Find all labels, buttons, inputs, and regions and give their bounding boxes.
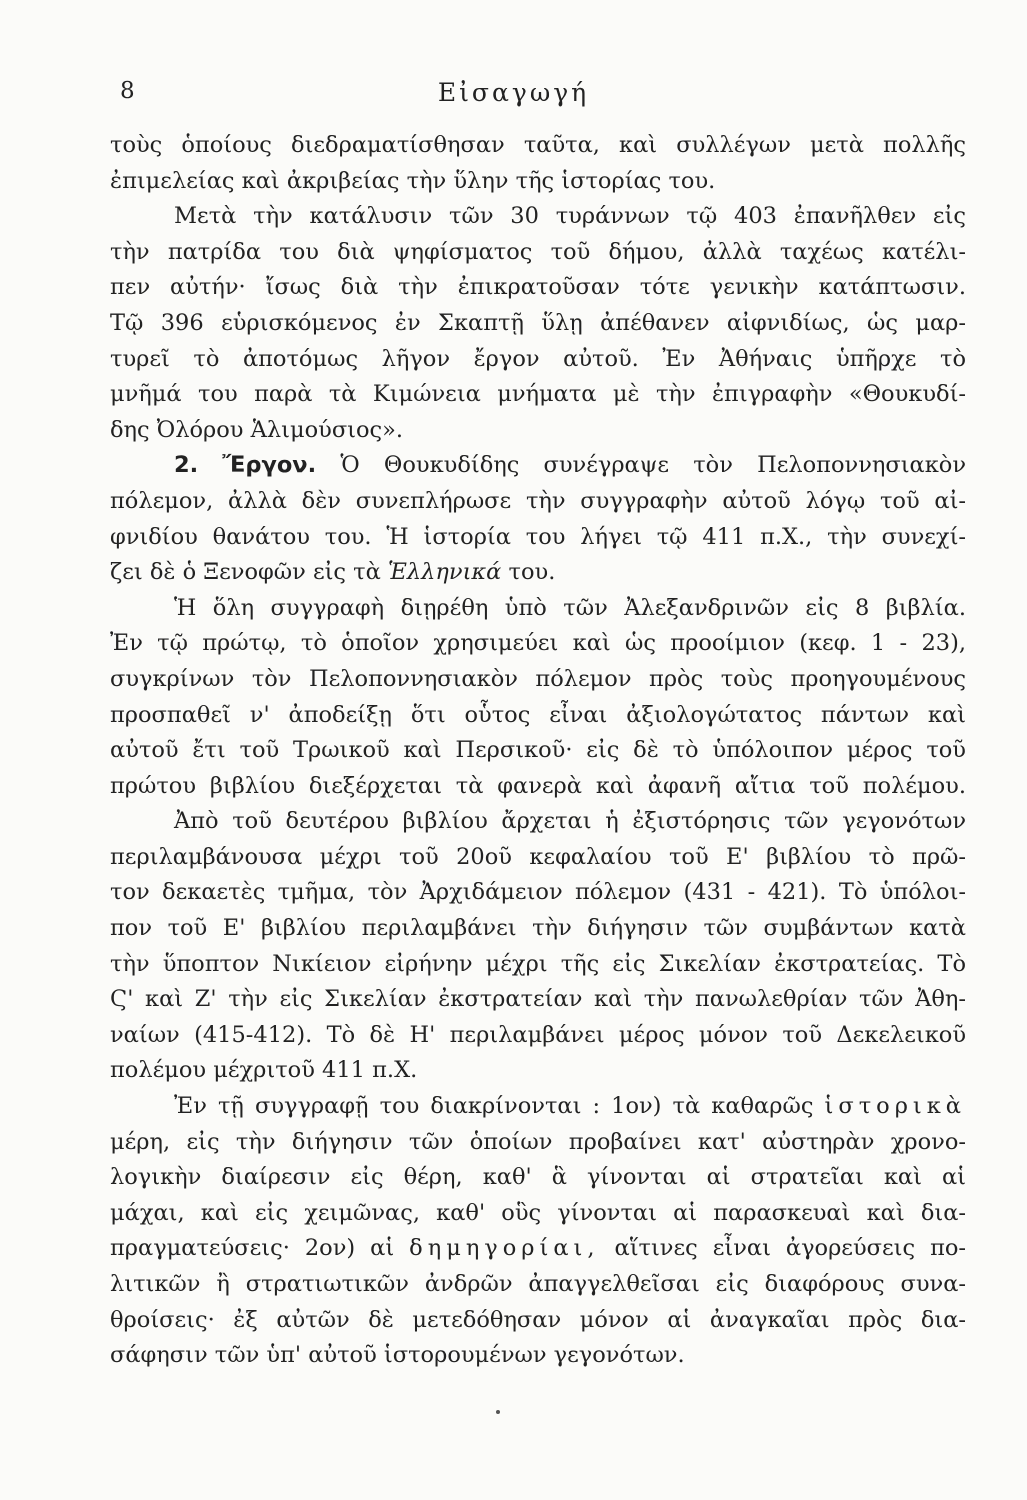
text-line: μνῆμά του παρὰ τὰ Κιμώνεια μνήματα μὲ τὴν ἐπιγραφὴν «Θουκυδί- — [110, 381, 966, 408]
text-line: θροίσεις· ἐξ αὐτῶν δὲ μετεδόθησαν μόνον αἱ ἀναγκαῖαι πρὸς δια- — [110, 1306, 966, 1333]
text-line: τὴν ὕποπτον Νικίειον εἰρήνην μέχρι τῆς εἰς Σικελίαν ἐκστρατείας. Τὸ — [110, 950, 966, 977]
text-line — [110, 1231, 966, 1267]
section-text: Ὁ Θουκυδίδης συνέγραψε τὸν Πελοποννησιακὸν — [340, 452, 966, 479]
text-line: τοὺς ὁποίους διεδραματίσθησαν ταῦτα, καὶ συλλέγων μετὰ πολλῆς — [110, 132, 966, 158]
text-line: αὐτοῦ ἔτι τοῦ Τρωικοῦ καὶ Περσικοῦ· εἰς δὲ τὸ ὑπόλοιπον μέρος τοῦ — [110, 737, 966, 764]
text-segment: Ἐν τῇ συγγραφῇ του διακρίνονται : 1ον) τὰ καθαρῶς — [174, 1093, 814, 1120]
text-segment: πραγματεύσεις· 2ον) αἱ — [110, 1235, 395, 1262]
section-title: Ἔργον. — [222, 452, 317, 479]
page-number: 8 — [120, 78, 135, 104]
text-line: πρώτου βιβλίου διεξέρχεται τὰ φανερὰ καὶ ἀφανῆ αἴτια τοῦ πολέμου. — [110, 772, 966, 799]
text-segment: του. — [508, 559, 556, 586]
text-line — [110, 1089, 966, 1125]
text-line: Ἐν τῷ πρώτῳ, τὸ ὁποῖον χρησιμεύει καὶ ὡς προοίμιον (κεφ. 1 - 23), — [110, 630, 966, 657]
text-line: δης Ὀλόρου Ἁλιμούσιος». — [110, 416, 404, 443]
running-head: Εἰσαγωγή — [437, 78, 590, 107]
text-line: πεν αὐτήν· ἴσως διὰ τὴν ἐπικρατοῦσαν τότε γενικὴν κατάπτωσιν. — [110, 274, 966, 301]
text-line: τυρεῖ τὸ ἀποτόμως λῆγον ἔργον αὐτοῦ. Ἐν Ἀθήναις ὑπῆρχε τὸ — [110, 345, 966, 372]
text-line: περιλαμβάνουσα μέχρι τοῦ 20οῦ κεφαλαίου τοῦ Ε' βιβλίου τὸ πρῶ- — [110, 843, 966, 870]
text-segment: αἵτινες εἶναι ἀγορεύσεις πο- — [614, 1235, 966, 1262]
text-line: συγκρίνων τὸν Πελοποννησιακὸν πόλεμον πρὸς τοὺς προηγουμένους — [110, 665, 966, 692]
text-line: ναίων (415-412). Τὸ δὲ Η' περιλαμβάνει μέρος μόνον τοῦ Δεκελεικοῦ — [110, 1021, 966, 1048]
text-line: Ἀπὸ τοῦ δευτέρου βιβλίου ἄρχεται ἡ ἐξιστόρησις τῶν γεγονότων — [174, 808, 966, 835]
section-number: 2. — [174, 452, 199, 479]
text-segment: ζει δὲ ὁ Ξενοφῶν εἰς τὰ — [110, 559, 381, 586]
text-line: Μετὰ τὴν κατάλυσιν τῶν 30 τυράννων τῷ 403 ἐπανῆλθεν εἰς — [174, 203, 966, 230]
text-line: Ϛ' καὶ Ζ' τὴν εἰς Σικελίαν ἐκστρατείαν καὶ τὴν πανωλεθρίαν τῶν Ἀθη- — [110, 986, 966, 1013]
body-text — [110, 128, 966, 1374]
section-heading-line — [110, 448, 966, 484]
text-line: πόλεμον, ἀλλὰ δὲν συνεπλήρωσε τὴν συγγραφὴν αὐτοῦ λόγῳ τοῦ αἰ- — [110, 487, 966, 514]
text-line: φνιδίου θανάτου του. Ἡ ἱστορία του λήγει τῷ 411 π.Χ., τὴν συνεχί- — [110, 523, 966, 550]
spaced-term: δημηγορίαι, — [409, 1235, 600, 1262]
text-line: μάχαι, καὶ εἰς χειμῶνας, καθ' οὓς γίνονται αἱ παρασκευαὶ καὶ δια- — [110, 1199, 966, 1226]
italic-title: Ἑλληνικά — [387, 559, 502, 586]
print-speck — [496, 1410, 500, 1414]
text-line: τὴν πατρίδα του διὰ ψηφίσματος τοῦ δήμου, ἀλλὰ ταχέως κατέλι- — [110, 238, 966, 265]
text-line: πον τοῦ Ε' βιβλίου περιλαμβάνει τὴν διήγησιν τῶν συμβάντων κατὰ — [110, 915, 966, 942]
text-line: λιτικῶν ἢ στρατιωτικῶν ἀνδρῶν ἀπαγγελθεῖσαι εἰς διαφόρους συνα- — [110, 1271, 966, 1297]
text-line: τον δεκαετὲς τμῆμα, τὸν Ἀρχιδάμειον πόλεμον (431 - 421). Τὸ ὑπόλοι- — [110, 879, 966, 906]
text-line: σάφησιν τῶν ὑπ' αὐτοῦ ἱστορουμένων γεγονότων. — [110, 1342, 685, 1369]
text-line: προσπαθεῖ ν' ἀποδείξῃ ὅτι οὗτος εἶναι ἀξιολογώτατος πάντων καὶ — [110, 701, 966, 728]
text-line: Τῷ 396 εὑρισκόμενος ἐν Σκαπτῇ ὕλῃ ἀπέθανεν αἰφνιδίως, ὡς μαρ- — [110, 309, 966, 336]
text-line: πολέμου μέχριτοῦ 411 π.Χ. — [110, 1057, 418, 1084]
text-line: μέρη, εἰς τὴν διήγησιν τῶν ὁποίων προβαίνει κατ' αὐστηρὰν χρονο- — [110, 1128, 966, 1155]
text-line: λογικὴν διαίρεσιν εἰς θέρη, καθ' ἃ γίνονται αἱ στρατεῖαι καὶ αἱ — [110, 1164, 966, 1191]
text-line — [110, 555, 966, 591]
text-line: ἐπιμελείας καὶ ἀκριβείας τὴν ὕλην τῆς ἱστορίας του. — [110, 167, 716, 194]
text-line: Ἡ ὅλη συγγραφὴ διῃρέθη ὑπὸ τῶν Ἀλεξανδρινῶν εἰς 8 βιβλία. — [174, 594, 966, 621]
spaced-term: ἱστορικὰ — [824, 1093, 966, 1120]
